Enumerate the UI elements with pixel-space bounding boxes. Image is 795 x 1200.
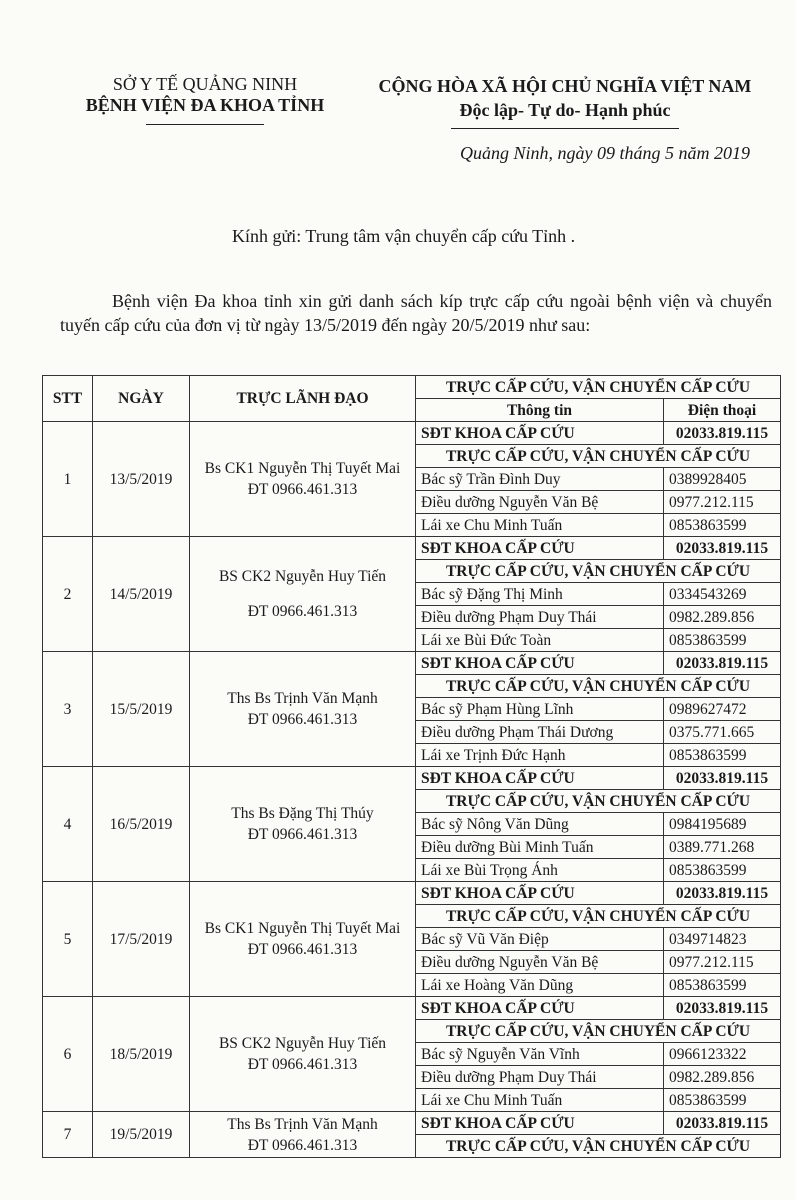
leader-phone: ĐT 0966.461.313 [247, 941, 358, 958]
row-stt: 5 [43, 882, 93, 997]
leader-name: Ths Bs Trịnh Văn Mạnh [227, 1115, 378, 1133]
member-name: Lái xe Chu Minh Tuấn [416, 1089, 664, 1112]
leader-name: Bs CK1 Nguyễn Thị Tuyết Mai [204, 460, 401, 477]
member-phone: 0375.771.665 [664, 721, 781, 744]
leader-name: Ths Bs Đặng Thị Thúy [231, 805, 374, 822]
header-phone: Điện thoại [664, 399, 781, 422]
member-phone: 0989627472 [664, 698, 781, 721]
hotline-number: 02033.819.115 [664, 422, 781, 445]
member-name: Bác sỹ Nông Văn Dũng [416, 813, 664, 836]
hotline-number: 02033.819.115 [664, 882, 781, 905]
member-phone: 0853863599 [664, 859, 781, 882]
member-phone: 0853863599 [664, 1089, 781, 1112]
header-duty: TRỰC CẤP CỨU, VẬN CHUYỂN CẤP CỨU [416, 376, 781, 399]
leader-spacer [195, 587, 410, 601]
duty-label: TRỰC CẤP CỨU, VẬN CHUYỂN CẤP CỨU [416, 445, 781, 468]
table-row [43, 997, 781, 1020]
row-leader [190, 537, 416, 652]
row-stt: 1 [43, 422, 93, 537]
member-phone: 0853863599 [664, 514, 781, 537]
member-name: Lái xe Trịnh Đức Hạnh [416, 744, 664, 767]
duty-label: TRỰC CẤP CỨU, VẬN CHUYỂN CẤP CỨU [416, 790, 781, 813]
member-name: Điều dưỡng Phạm Thái Dương [416, 721, 664, 744]
row-date: 13/5/2019 [93, 422, 190, 537]
row-date: 15/5/2019 [93, 652, 190, 767]
leader-name: BS CK2 Nguyễn Huy Tiến [218, 568, 387, 585]
member-name: Bác sỹ Đặng Thị Minh [416, 583, 664, 606]
member-name: Bác sỹ Trần Đình Duy [416, 468, 664, 491]
duty-label: TRỰC CẤP CỨU, VẬN CHUYỂN CẤP CỨU [416, 1020, 781, 1043]
row-date: 17/5/2019 [93, 882, 190, 997]
hotline-number: 02033.819.115 [664, 537, 781, 560]
member-phone: 0349714823 [664, 928, 781, 951]
member-phone: 0977.212.115 [664, 951, 781, 974]
table-row [43, 422, 781, 445]
row-stt: 6 [43, 997, 93, 1112]
header-date: NGÀY [93, 376, 190, 422]
leader-name: Bs CK1 Nguyễn Thị Tuyết Mai [204, 920, 401, 937]
issuing-organization [60, 74, 350, 125]
header-leader: TRỰC LÃNH ĐẠO [190, 376, 416, 422]
duty-label: TRỰC CẤP CỨU, VẬN CHUYỂN CẤP CỨU [416, 1135, 781, 1158]
org-line-1: SỞ Y TẾ QUẢNG NINH [112, 74, 298, 94]
member-name: Lái xe Chu Minh Tuấn [416, 514, 664, 537]
leader-phone: ĐT 0966.461.313 [247, 711, 358, 728]
leader-phone: ĐT 0966.461.313 [247, 481, 358, 498]
table-row [43, 767, 781, 790]
hotline-label: SĐT KHOA CẤP CỨU [416, 422, 664, 445]
duty-schedule-table [42, 375, 781, 1158]
row-leader [190, 652, 416, 767]
duty-label: TRỰC CẤP CỨU, VẬN CHUYỂN CẤP CỨU [416, 905, 781, 928]
row-date: 16/5/2019 [93, 767, 190, 882]
row-stt: 7 [43, 1112, 93, 1158]
hotline-number: 02033.819.115 [664, 652, 781, 675]
nation-line-1: CỘNG HÒA XÃ HỘI CHỦ NGHĨA VIỆT NAM [378, 76, 752, 96]
row-leader [190, 882, 416, 997]
member-name: Lái xe Hoàng Văn Dũng [416, 974, 664, 997]
member-name: Bác sỹ Phạm Hùng Lĩnh [416, 698, 664, 721]
hotline-label: SĐT KHOA CẤP CỨU [416, 1112, 664, 1135]
member-name: Điều dưỡng Phạm Duy Thái [416, 1066, 664, 1089]
org-underline [146, 124, 264, 125]
hotline-number: 02033.819.115 [664, 767, 781, 790]
member-phone: 0334543269 [664, 583, 781, 606]
row-stt: 2 [43, 537, 93, 652]
member-phone: 0853863599 [664, 974, 781, 997]
member-phone: 0977.212.115 [664, 491, 781, 514]
row-date: 19/5/2019 [93, 1112, 190, 1158]
member-phone: 0984195689 [664, 813, 781, 836]
hotline-label: SĐT KHOA CẤP CỨU [416, 882, 664, 905]
motto-underline [451, 128, 679, 129]
row-leader [190, 767, 416, 882]
hotline-number: 02033.819.115 [664, 997, 781, 1020]
leader-phone: ĐT 0966.461.313 [247, 1136, 358, 1154]
table-header-row [43, 376, 781, 399]
member-name: Điều dưỡng Phạm Duy Thái [416, 606, 664, 629]
table-row [43, 1112, 781, 1135]
hotline-label: SĐT KHOA CẤP CỨU [416, 537, 664, 560]
hotline-label: SĐT KHOA CẤP CỨU [416, 652, 664, 675]
table-row [43, 882, 781, 905]
member-phone: 0853863599 [664, 744, 781, 767]
member-phone: 0389928405 [664, 468, 781, 491]
document-dateline: Quảng Ninh, ngày 09 tháng 5 năm 2019 [460, 143, 750, 163]
leader-phone: ĐT 0966.461.313 [247, 603, 358, 620]
header-stt: STT [43, 376, 93, 422]
row-date: 18/5/2019 [93, 997, 190, 1112]
national-motto [345, 74, 785, 129]
table-row [43, 652, 781, 675]
leader-phone: ĐT 0966.461.313 [247, 826, 358, 843]
nation-line-2: Độc lập- Tự do- Hạnh phúc [459, 100, 671, 120]
org-line-2: BỆNH VIỆN ĐA KHOA TỈNH [85, 95, 325, 115]
member-name: Lái xe Bùi Trọng Ánh [416, 859, 664, 882]
leader-name: BS CK2 Nguyễn Huy Tiến [218, 1035, 387, 1052]
member-name: Điều dưỡng Nguyễn Văn Bệ [416, 491, 664, 514]
member-name: Bác sỹ Vũ Văn Điệp [416, 928, 664, 951]
member-phone: 0853863599 [664, 629, 781, 652]
row-leader [190, 422, 416, 537]
row-leader [190, 997, 416, 1112]
body-paragraph: Bệnh viện Đa khoa tỉnh xin gửi danh sách kíp trực cấp cứu ngoài bệnh viện và chuyển tuyến cấp cứu của đơn vị từ ngày 13/5/2019 đến ngày 20/5/2019 như sau: [60, 291, 772, 335]
hotline-number: 02033.819.115 [664, 1112, 781, 1135]
row-leader [190, 1112, 416, 1158]
row-stt: 4 [43, 767, 93, 882]
member-name: Điều dưỡng Bùi Minh Tuấn [416, 836, 664, 859]
recipient-greeting: Kính gửi: Trung tâm vận chuyển cấp cứu Tỉnh . [232, 226, 576, 246]
member-phone: 0389.771.268 [664, 836, 781, 859]
member-phone: 0982.289.856 [664, 1066, 781, 1089]
member-name: Điều dưỡng Nguyễn Văn Bệ [416, 951, 664, 974]
leader-phone: ĐT 0966.461.313 [247, 1056, 358, 1073]
table-row [43, 537, 781, 560]
header-info: Thông tin [416, 399, 664, 422]
row-stt: 3 [43, 652, 93, 767]
hotline-label: SĐT KHOA CẤP CỨU [416, 767, 664, 790]
row-date: 14/5/2019 [93, 537, 190, 652]
member-name: Bác sỹ Nguyễn Văn Vĩnh [416, 1043, 664, 1066]
hotline-label: SĐT KHOA CẤP CỨU [416, 997, 664, 1020]
member-phone: 0982.289.856 [664, 606, 781, 629]
duty-label: TRỰC CẤP CỨU, VẬN CHUYỂN CẤP CỨU [416, 560, 781, 583]
member-name: Lái xe Bùi Đức Toàn [416, 629, 664, 652]
member-phone: 0966123322 [664, 1043, 781, 1066]
leader-name: Ths Bs Trịnh Văn Mạnh [227, 690, 378, 707]
duty-label: TRỰC CẤP CỨU, VẬN CHUYỂN CẤP CỨU [416, 675, 781, 698]
